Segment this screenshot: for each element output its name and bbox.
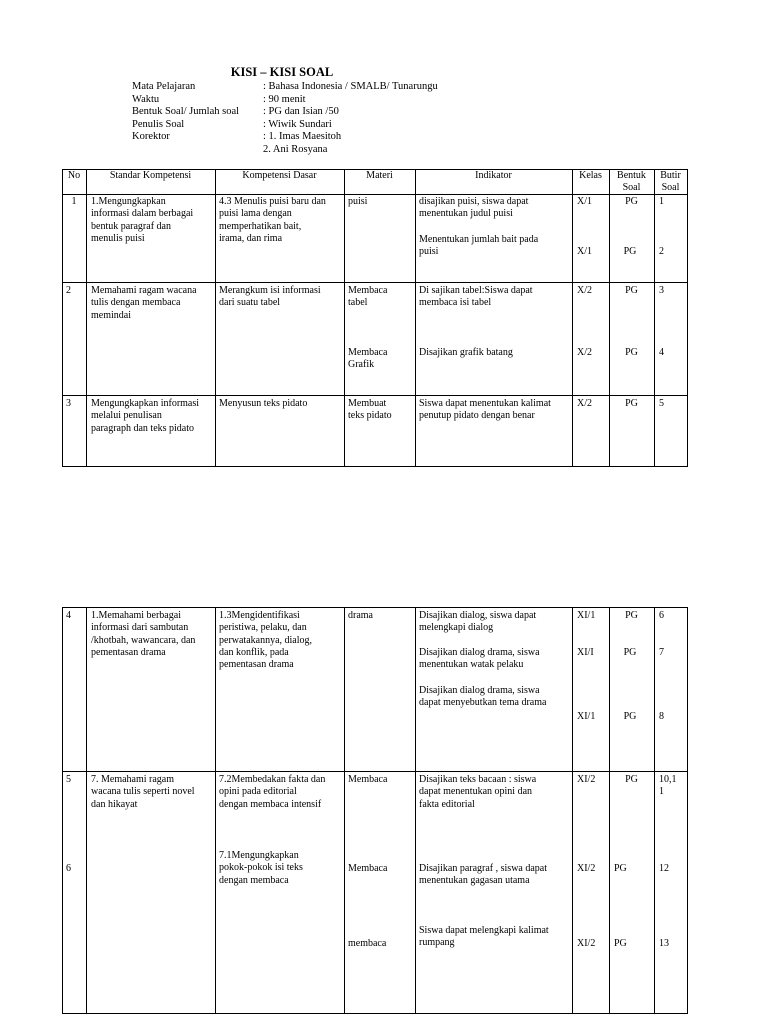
cell-bentuk: PG — [625, 610, 638, 621]
info-value: : 1. Imas Maesitoh — [263, 131, 342, 142]
cell-standar: Memahami ragam wacana tulis dengan membaca memindai — [91, 285, 197, 321]
table-border — [572, 169, 573, 466]
cell-kelas: XI/1 — [577, 610, 596, 621]
cell-kelas: XI/2 — [577, 774, 596, 785]
cell-standar: 1.Memahami berbagai informasi dari sambutan /khotbah, wawancara, dan pementasan drama — [91, 610, 196, 658]
cell-butir: 10,1 1 — [659, 774, 677, 798]
header-no: No — [67, 170, 81, 181]
table-border — [572, 607, 573, 1013]
cell-indikator: Disajikan grafik batang — [419, 347, 513, 358]
table-border — [215, 169, 216, 466]
table-border — [62, 607, 688, 608]
table-border — [654, 607, 655, 1013]
table-border — [687, 607, 688, 1013]
header-standar: Standar Kompetensi — [109, 170, 192, 181]
cell-no: 4 — [66, 610, 71, 621]
cell-bentuk: PG — [625, 347, 638, 358]
table-border — [344, 169, 345, 466]
header-bentuk: Bentuk Soal — [617, 170, 646, 194]
table-border — [62, 771, 688, 772]
info-value: : PG dan Isian /50 — [263, 106, 339, 117]
header-materi: Materi — [366, 170, 393, 181]
cell-no: 1 — [71, 196, 77, 207]
cell-kompetensi: 1.3Mengidentifikasi peristiwa, pelaku, dan perwatakannya, dialog, dan konflik, pada pementasan drama — [219, 610, 313, 671]
table-border — [415, 169, 416, 466]
cell-butir: 7 — [659, 647, 664, 658]
info-label: Penulis Soal — [132, 118, 185, 130]
table-border — [86, 607, 87, 1013]
cell-kelas: X/2 — [577, 398, 592, 409]
header-kelas: Kelas — [579, 170, 602, 181]
cell-butir: 4 — [659, 347, 664, 358]
cell-butir: 2 — [659, 246, 664, 257]
table-border — [62, 194, 688, 195]
cell-kelas: XI/2 — [577, 938, 596, 949]
info-value: : Bahasa Indonesia / SMALB/ Tunarungu — [263, 81, 438, 92]
cell-bentuk: PG — [625, 398, 638, 409]
info-value: 2. Ani Rosyana — [263, 143, 328, 155]
cell-butir: 8 — [659, 711, 664, 722]
table-border — [62, 395, 688, 396]
cell-butir: 1 — [659, 196, 664, 207]
cell-materi: drama — [348, 610, 373, 621]
cell-kompetensi: Menyusun teks pidato — [219, 398, 308, 409]
cell-materi: Membaca Grafik — [348, 347, 388, 371]
cell-butir: 3 — [659, 285, 664, 296]
cell-no: 6 — [66, 863, 71, 874]
table-border — [687, 169, 688, 466]
header-indikator: Indikator — [475, 170, 512, 181]
info-value: : Wiwik Sundari — [263, 118, 332, 130]
info-label: Bentuk Soal/ Jumlah soal — [132, 106, 240, 117]
table-border — [654, 169, 655, 466]
cell-kompetensi: Merangkum isi informasi dari suatu tabel — [219, 285, 321, 309]
cell-bentuk: PG — [625, 285, 638, 296]
info-value: : 90 menit — [263, 93, 306, 105]
cell-bentuk: PG — [625, 774, 638, 785]
info-label: Korektor — [132, 131, 170, 142]
cell-materi: Membaca — [348, 774, 388, 785]
cell-bentuk: PG — [625, 196, 638, 207]
cell-kompetensi: 4.3 Menulis puisi baru dan puisi lama dengan memperhatikan bait, irama, dan rima — [219, 196, 326, 244]
table-border — [62, 1013, 688, 1014]
table-border — [86, 169, 87, 466]
cell-butir: 5 — [659, 398, 664, 409]
cell-indikator: Siswa dapat menentukan kalimat penutup pidato dengan benar — [419, 398, 551, 422]
document-title: KISI – KISI SOAL — [230, 65, 334, 79]
cell-indikator: Disajikan dialog, siswa dapat melengkapi dialog — [419, 610, 537, 634]
cell-bentuk: PG — [614, 938, 627, 949]
table-border — [344, 607, 345, 1013]
cell-materi: Membuat teks pidato — [348, 398, 392, 422]
table-border — [62, 169, 63, 466]
cell-butir: 12 — [659, 863, 669, 874]
cell-kelas: X/2 — [577, 347, 592, 358]
cell-kelas: XI/2 — [577, 863, 596, 874]
cell-materi: membaca — [348, 938, 387, 949]
cell-butir: 13 — [659, 938, 669, 949]
table-border — [609, 607, 610, 1013]
cell-no: 5 — [66, 774, 71, 785]
cell-bentuk: PG — [614, 863, 627, 874]
cell-no: 2 — [66, 285, 71, 296]
cell-kelas: X/1 — [577, 196, 592, 207]
header-butir: Butir Soal — [660, 170, 681, 194]
info-label: Waktu — [132, 93, 160, 105]
cell-butir: 6 — [659, 610, 664, 621]
table-border — [215, 607, 216, 1013]
cell-no: 3 — [66, 398, 71, 409]
header-kompetensi: Kompetensi Dasar — [242, 170, 317, 181]
table-border — [62, 282, 688, 283]
table-border — [415, 607, 416, 1013]
cell-indikator: Disajikan teks bacaan : siswa dapat menentukan opini dan fakta editorial — [419, 774, 537, 810]
cell-kompetensi: 7.2Membedakan fakta dan opini pada editorial dengan membaca intensif — [219, 774, 326, 810]
cell-kelas: X/1 — [577, 246, 592, 257]
cell-indikator: Disajikan paragraf , siswa dapat menentukan gagasan utama — [419, 863, 548, 887]
cell-bentuk: PG — [623, 711, 637, 722]
cell-standar: Mengungkapkan informasi melalui penulisan paragraph dan teks pidato — [91, 398, 200, 434]
info-label: Mata Pelajaran — [132, 81, 196, 92]
table-border — [609, 169, 610, 466]
cell-materi: puisi — [348, 196, 368, 207]
cell-indikator: Disajikan dialog drama, siswa menentukan watak pelaku — [419, 647, 540, 671]
cell-indikator: Disajikan dialog drama, siswa dapat menyebutkan tema drama — [419, 685, 547, 709]
cell-kelas: XI/1 — [577, 711, 596, 722]
cell-standar: 1.Mengungkapkan informasi dalam berbagai bentuk paragraf dan menulis puisi — [91, 196, 194, 244]
cell-kelas: XI/I — [577, 647, 594, 658]
cell-bentuk: PG — [623, 246, 637, 257]
cell-standar: 7. Memahami ragam wacana tulis seperti novel dan hikayat — [91, 774, 195, 810]
cell-indikator: Siswa dapat melengkapi kalimat rumpang — [419, 925, 549, 949]
cell-bentuk: PG — [623, 647, 637, 658]
table-border — [62, 607, 63, 1013]
cell-materi: Membaca — [348, 863, 388, 874]
table-border — [62, 466, 688, 467]
cell-indikator: disajikan puisi, siswa dapat menentukan judul puisi — [419, 196, 529, 220]
cell-materi: Membaca tabel — [348, 285, 388, 309]
cell-indikator: Di sajikan tabel:Siswa dapat membaca isi tabel — [419, 285, 533, 309]
cell-kompetensi: 7.1Mengungkapkan pokok-pokok isi teks dengan membaca — [219, 850, 303, 886]
cell-kelas: X/2 — [577, 285, 592, 296]
cell-indikator: Menentukan jumlah bait pada puisi — [419, 234, 539, 258]
